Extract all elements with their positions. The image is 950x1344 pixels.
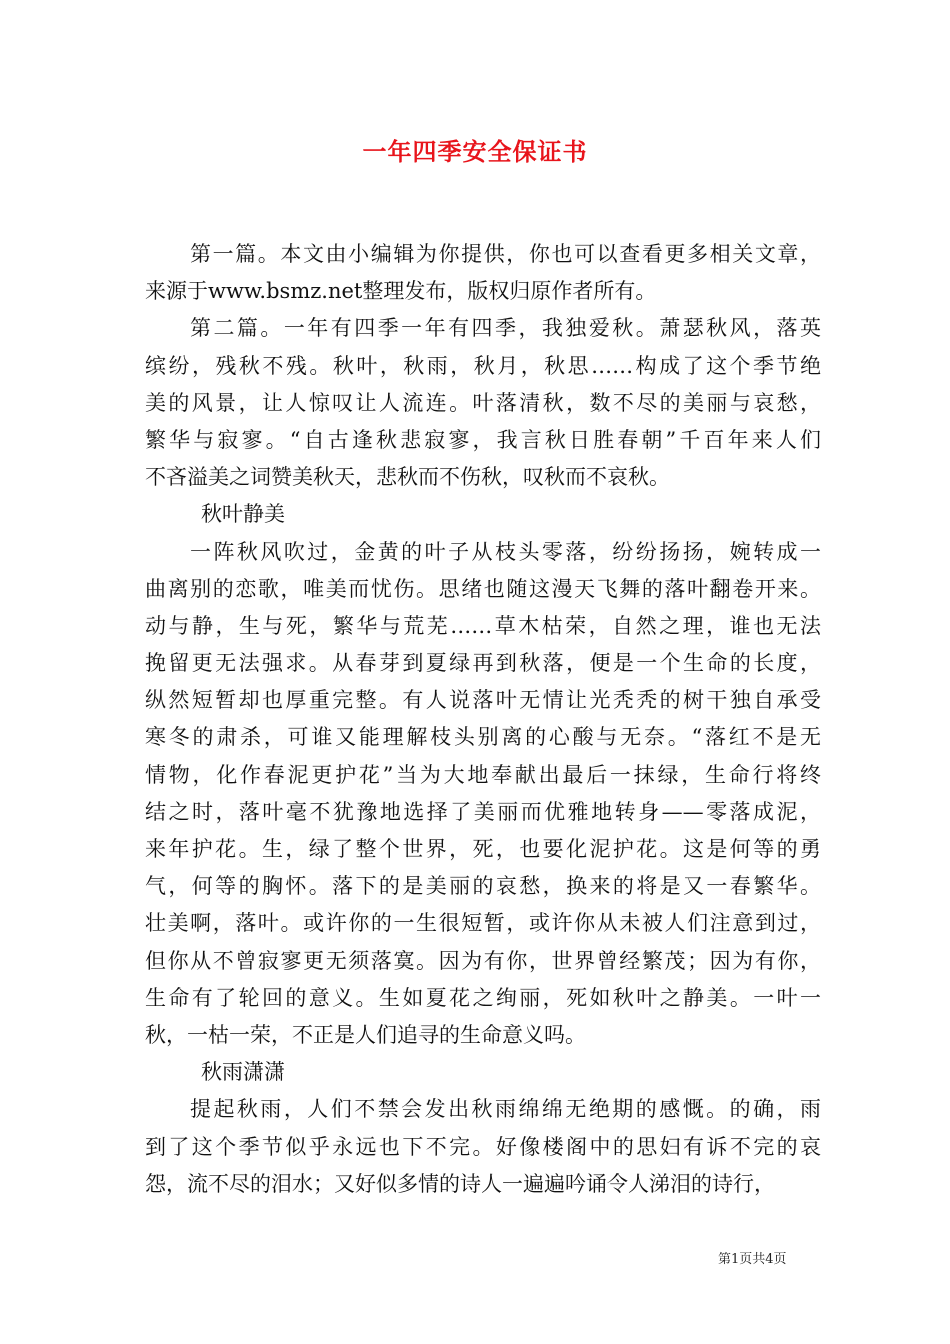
text-line: 寒冬的肃杀，可谁又能理解枝头别离的心酸与无奈。“落红不是无 bbox=[145, 725, 821, 750]
text-line: 情物，化作春泥更护花”当为大地奉献出最后一抹绿，生命行将终 bbox=[145, 762, 821, 787]
paragraph bbox=[145, 236, 821, 310]
text-line: 动与静，生与死，繁华与荒芜……草木枯荣，自然之理，谁也无法 bbox=[145, 613, 821, 638]
text-line: 繁华与寂寥。“自古逢秋悲寂寥，我言秋日胜春朝”千百年来人们 bbox=[145, 427, 821, 452]
text-line: 第一篇。本文由小编辑为你提供，你也可以查看更多相关文章， bbox=[190, 242, 821, 266]
text-line: 壮美啊，落叶。或许你的一生很短暂，或许你从未被人们注意到过， bbox=[145, 911, 821, 936]
text-line: 挽留更无法强求。从春芽到夏绿再到秋落，便是一个生命的长度， bbox=[145, 651, 821, 676]
text-line: 到了这个季节似乎永远也下不完。好像楼阁中的思妇有诉不完的哀 bbox=[145, 1134, 821, 1159]
paragraph bbox=[145, 534, 821, 1055]
page-number: 第1页共4页 bbox=[718, 1252, 787, 1267]
text-line: 气，何等的胸怀。落下的是美丽的哀愁，换来的将是又一春繁华。 bbox=[145, 874, 821, 899]
text-line: 纵然短暂却也厚重完整。有人说落叶无情让光秃秃的树干独自承受 bbox=[145, 688, 821, 713]
text-line: 秋，一枯一荣，不正是人们追寻的生命意义吗。 bbox=[145, 1022, 586, 1047]
text-line: 一阵秋风吹过，金黄的叶子从枝头零落，纷纷扬扬，婉转成一 bbox=[190, 539, 821, 564]
text-line: 不吝溢美之词赞美秋天，悲秋而不伤秋，叹秋而不哀秋。 bbox=[145, 465, 670, 490]
text-line: 来源于www.bsmz.net整理发布，版权归原作者所有。 bbox=[145, 279, 657, 304]
text-line: 缤纷，残秋不残。秋叶，秋雨，秋月，秋思……构成了这个季节绝 bbox=[145, 353, 821, 378]
text-line: 秋叶静美 bbox=[201, 502, 285, 527]
section-heading bbox=[145, 496, 821, 533]
text-line: 怨，流不尽的泪水；又好似多情的诗人一遍遍吟诵令人涕泪的诗行， bbox=[145, 1171, 775, 1196]
document-title: 一年四季安全保证书 bbox=[362, 137, 588, 166]
text-line: 第二篇。一年有四季一年有四季，我独爱秋。萧瑟秋风，落英 bbox=[190, 316, 821, 341]
text-line: 秋雨潇潇 bbox=[201, 1060, 285, 1085]
section-heading bbox=[145, 1054, 821, 1091]
text-line: 曲离别的恋歌，唯美而忧伤。思绪也随这漫天飞舞的落叶翻卷开来。 bbox=[145, 576, 821, 601]
text-line: 生命有了轮回的意义。生如夏花之绚丽，死如秋叶之静美。一叶一 bbox=[145, 985, 821, 1010]
text-line: 来年护花。生，绿了整个世界，死，也要化泥护花。这是何等的勇 bbox=[145, 837, 821, 861]
text-line: 但你从不曾寂寥更无须落寞。因为有你，世界曾经繁茂；因为有你， bbox=[145, 948, 821, 973]
paragraph bbox=[145, 310, 821, 496]
document-body bbox=[145, 236, 821, 1203]
text-line: 提起秋雨，人们不禁会发出秋雨绵绵无绝期的感慨。的确，雨 bbox=[190, 1097, 821, 1122]
text-line: 结之时，落叶毫不犹豫地选择了美丽而优雅地转身——零落成泥， bbox=[145, 799, 821, 824]
paragraph bbox=[145, 1091, 821, 1203]
text-line: 美的风景，让人惊叹让人流连。叶落清秋，数不尽的美丽与哀愁， bbox=[145, 390, 821, 415]
